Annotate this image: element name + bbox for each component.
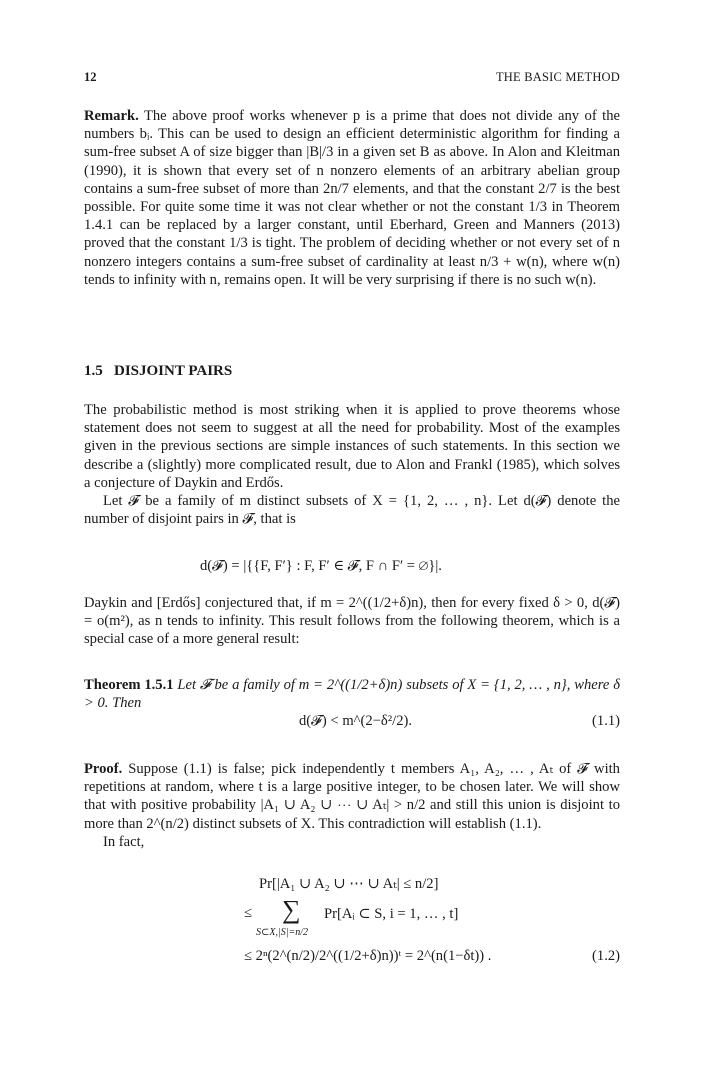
equation-number-1-2: (1.2) (592, 948, 620, 964)
summation-index: S⊂X,|S|=n/2 (256, 927, 309, 938)
theorem-text: Let 𝓕 be a family of m = 2^((1/2+δ)n) subsets of X = {1, 2, … , n}, where δ > 0. Then (84, 677, 620, 712)
proof-label: Proof. (84, 761, 123, 777)
section-title: 1.5 DISJOINT PAIRS (84, 363, 233, 379)
conjecture-text: Daykin and [Erdős] conjectured that, if m = 2^((1/2+δ)n), then for every fixed δ > 0, d(𝓕) = o(m²), as n tends to infinity. This result follows from the following theorem, which is a special case of a more general result: (84, 595, 620, 648)
equation-disjoint-pairs: d(𝓕) = |{{F, F′} : F, F′ ∈ 𝓕, F ∩ F′ = ∅}|. (200, 558, 442, 574)
remark-text: The above proof works whenever p is a prime that does not divide any of the numbers bᵢ. This can be used to design an efficient deterministic algorithm for finding a sum-free subset A of size bigger than |B|/3 in a given set B as above. In Alon and Kleitman (1990), it is shown that every set of n nonzero elements of an arbitrary abelian group contains a sum-free subset of more than 2n/7 elements, and that the constant 2/7 is the best possible. For quite some time it was not clear whether or not the constant 1/3 in Theorem 1.4.1 can be replaced by a larger constant, until Eberhard, Green and Manners (2013) proved that the constant 1/3 is tight. The problem of deciding whether or not every set of n nonzero integers contains a sum-free subset of cardinality at least n/3 + w(n), where w(n) tends to infinity with n, remains open. It will be very surprising if there is no such w(n). (84, 108, 620, 288)
intro-section (84, 401, 620, 528)
remark-label: Remark. (84, 108, 139, 124)
theorem-label: Theorem 1.5.1 (84, 677, 174, 693)
proof-in-fact: In fact, (103, 833, 145, 850)
equation-1-2-line-2: Pr[Aᵢ ⊂ S, i = 1, … , t] (324, 906, 459, 922)
equation-1-2-le: ≤ (244, 905, 253, 921)
proof-paragraph (84, 760, 620, 851)
equation-1-2-line-3: ≤ 2ⁿ(2^(n/2)/2^((1/2+δ)n))ᵗ = 2^(n(1−δt)) . (244, 948, 492, 964)
theorem-block (84, 676, 620, 712)
intro-paragraph-2: Let 𝓕 be a family of m distinct subsets of X = {1, 2, … , n}. Let d(𝓕) denote the number of disjoint pairs in 𝓕, that is (84, 493, 620, 528)
running-head: THE BASIC METHOD (495, 70, 620, 84)
conjecture-paragraph (84, 594, 620, 649)
equation-number-1-1: (1.1) (592, 713, 620, 729)
intro-paragraph-1: The probabilistic method is most striking when it is applied to prove theorems whose statement does not seem to suggest at all the need for probability. Most of the examples given in the previous sections are simple instances of such statements. In this section we describe a (slightly) more complicated result, due to Alon and Frankl (1985), which solves a conjecture of Daykin and Erdős. (84, 402, 620, 491)
proof-text: Suppose (1.1) is false; pick independently t members A₁, A₂, … , Aₜ of 𝓕 with repetitions at random, where t is a large positive integer, to be chosen later. We will show that with positive probability |A₁ ∪ A₂ ∪ ⋯ ∪ Aₜ| > n/2 and still this union is disjoint to more than 2^(n/2) distinct subsets of X. This contradiction will establish (1.1). (84, 761, 620, 832)
equation-1-1: d(𝓕) < m^(2−δ²/2). (299, 713, 413, 729)
section-heading (84, 362, 620, 380)
equation-1-2-line-1: Pr[|A₁ ∪ A₂ ∪ ⋯ ∪ Aₜ| ≤ n/2] (259, 876, 439, 892)
remark-paragraph (84, 107, 620, 289)
page-number: 12 (84, 70, 97, 84)
summation-symbol: ∑ (282, 895, 301, 924)
